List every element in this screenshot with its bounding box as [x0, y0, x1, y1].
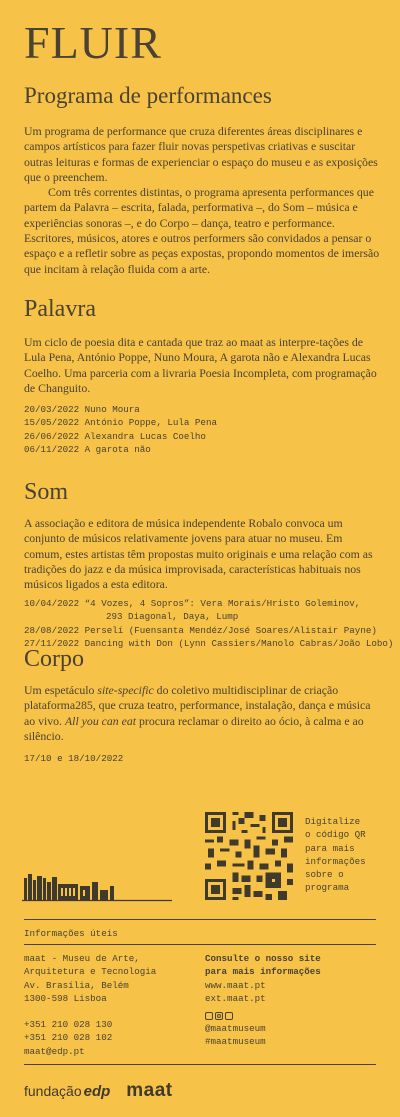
qr-caption-line: para mais [305, 842, 355, 854]
web-column [205, 952, 380, 1049]
section-heading-corpo: Corpo [24, 646, 84, 672]
date-item: 293 Diagonal, Daya, Lump [106, 611, 239, 623]
social-icons [205, 1012, 380, 1022]
page-title: FLUIR [24, 17, 162, 68]
qr-caption-line: programa [305, 882, 350, 894]
phone-number[interactable]: +351 210 028 130 [24, 1019, 113, 1031]
qr-caption [305, 815, 385, 895]
social-handle: @maatmuseum [205, 1023, 266, 1035]
corpo-text-part: procura reclamar o direito ao ócio, à calma e ao silêncio. [24, 713, 364, 743]
date-item: 15/05/2022 António Poppe, Lula Pena [24, 417, 217, 429]
instagram-icon[interactable] [215, 1012, 223, 1020]
som-dates [24, 597, 394, 650]
corpo-dates: 17/10 e 18/10/2022 [24, 753, 124, 764]
corpo-description [24, 683, 380, 744]
edp-logo: edp [83, 1082, 111, 1100]
page-subtitle: Programa de performances [24, 83, 272, 108]
corpo-text-part: Um espetáculo [24, 683, 98, 697]
divider [24, 1064, 376, 1065]
qr-caption-line: informações [305, 855, 366, 867]
website-link[interactable]: www.maat.pt [205, 979, 266, 991]
date-item: 06/11/2022 A garota não [24, 443, 151, 455]
divider [24, 944, 376, 945]
fundacao-logo-text: fundação [24, 1083, 82, 1099]
intro-paragraph-1: Um programa de performance que cruza diferentes áreas disciplinares e campos artísticos para fazer fluir novas perspetivas criativas e suscitar outras leituras e formas de experienciar o espaço do museu e as exposições que o preenchem. [24, 124, 378, 184]
youtube-icon[interactable] [225, 1012, 233, 1020]
social-hashtag: #maatmuseum [205, 1036, 266, 1048]
web-heading: para mais informações [205, 966, 321, 978]
address-line: Av. Brasília, Belém [24, 979, 129, 991]
palavra-dates [24, 403, 384, 456]
date-item: 20/03/2022 Nuno Moura [24, 404, 140, 415]
maat-logo: maat [126, 1080, 173, 1101]
qr-code[interactable] [205, 812, 293, 900]
palavra-description: Um ciclo de poesia dita e cantada que traz ao maat as interpre-tações de Lula Pena, António Poppe, Nuno Moura, A garota não e Alexandra Lucas Coelho. Uma parceria com a livraria Poesia Incompleta, com programação de Changuito. [24, 335, 377, 395]
phone-number[interactable]: +351 210 028 102 [24, 1032, 113, 1044]
qr-caption-line: sobre o [305, 869, 344, 881]
address-line: Arquitetura e Tecnologia [24, 966, 157, 978]
date-item: 27/11/2022 Dancing with Don (Lynn Cassiers/Manolo Cabras/João Lobo) [24, 637, 394, 649]
info-title: Informações úteis [24, 928, 118, 939]
contact-column [24, 952, 194, 1058]
website-link[interactable]: ext.maat.pt [205, 992, 266, 1004]
qr-caption-line: Digitalize [305, 816, 361, 827]
museum-skyline-illustration [22, 866, 172, 902]
address-line: 1300-598 Lisboa [24, 992, 107, 1004]
intro-paragraph-2: Com três correntes distintas, o programa apresenta performances que partem da Palavra – escrita, falada, performativa –, do Som – música e experiências sonoras –, e do Corpo – dança, teatro e performance. Escritores, músicos, atores e outros performers são convidados a pensar o espaço e a refletir sobre as peças expostas, propondo momentos de imersão que incitam à relação fluida com a arte. [24, 185, 380, 276]
intro-text [24, 124, 380, 277]
date-item: 28/08/2022 Perselí (Fuensanta Mendéz/José Soares/Alistair Payne) [24, 624, 377, 636]
section-heading-palavra: Palavra [24, 296, 96, 322]
section-heading-som: Som [24, 479, 69, 505]
facebook-icon[interactable] [205, 1012, 213, 1020]
address-line: maat - Museu de Arte, [24, 953, 140, 964]
email-link[interactable]: maat@edp.pt [24, 1045, 85, 1057]
som-description: A associação e editora de música independente Robalo convoca um conjunto de músicos relativamente jovens para atuar no museu. Em comum, estes artistas têm propostas muito originais e uma relação com as tradições do jazz e da música improvisada, características habituais nos músicos ligados a esta editora. [24, 516, 373, 592]
sponsor-logos [24, 1080, 173, 1102]
corpo-emphasis-title: All you can eat [64, 713, 137, 728]
qr-caption-line: o código QR [305, 829, 366, 841]
date-item: 10/04/2022 “4 Vozes, 4 Sopros”: Vera Morais/Hristo Goleminov, [24, 598, 361, 609]
web-heading: Consulte o nosso site [205, 953, 321, 964]
corpo-emphasis-site-specific: site-specific [97, 683, 154, 697]
corpo-text-part: do coletivo multidisciplinar de criação plataforma285, que cruza teatro, performance, instalação, dança e música ao vivo. [24, 683, 371, 728]
divider [24, 919, 376, 920]
date-item: 26/06/2022 Alexandra Lucas Coelho [24, 430, 206, 442]
